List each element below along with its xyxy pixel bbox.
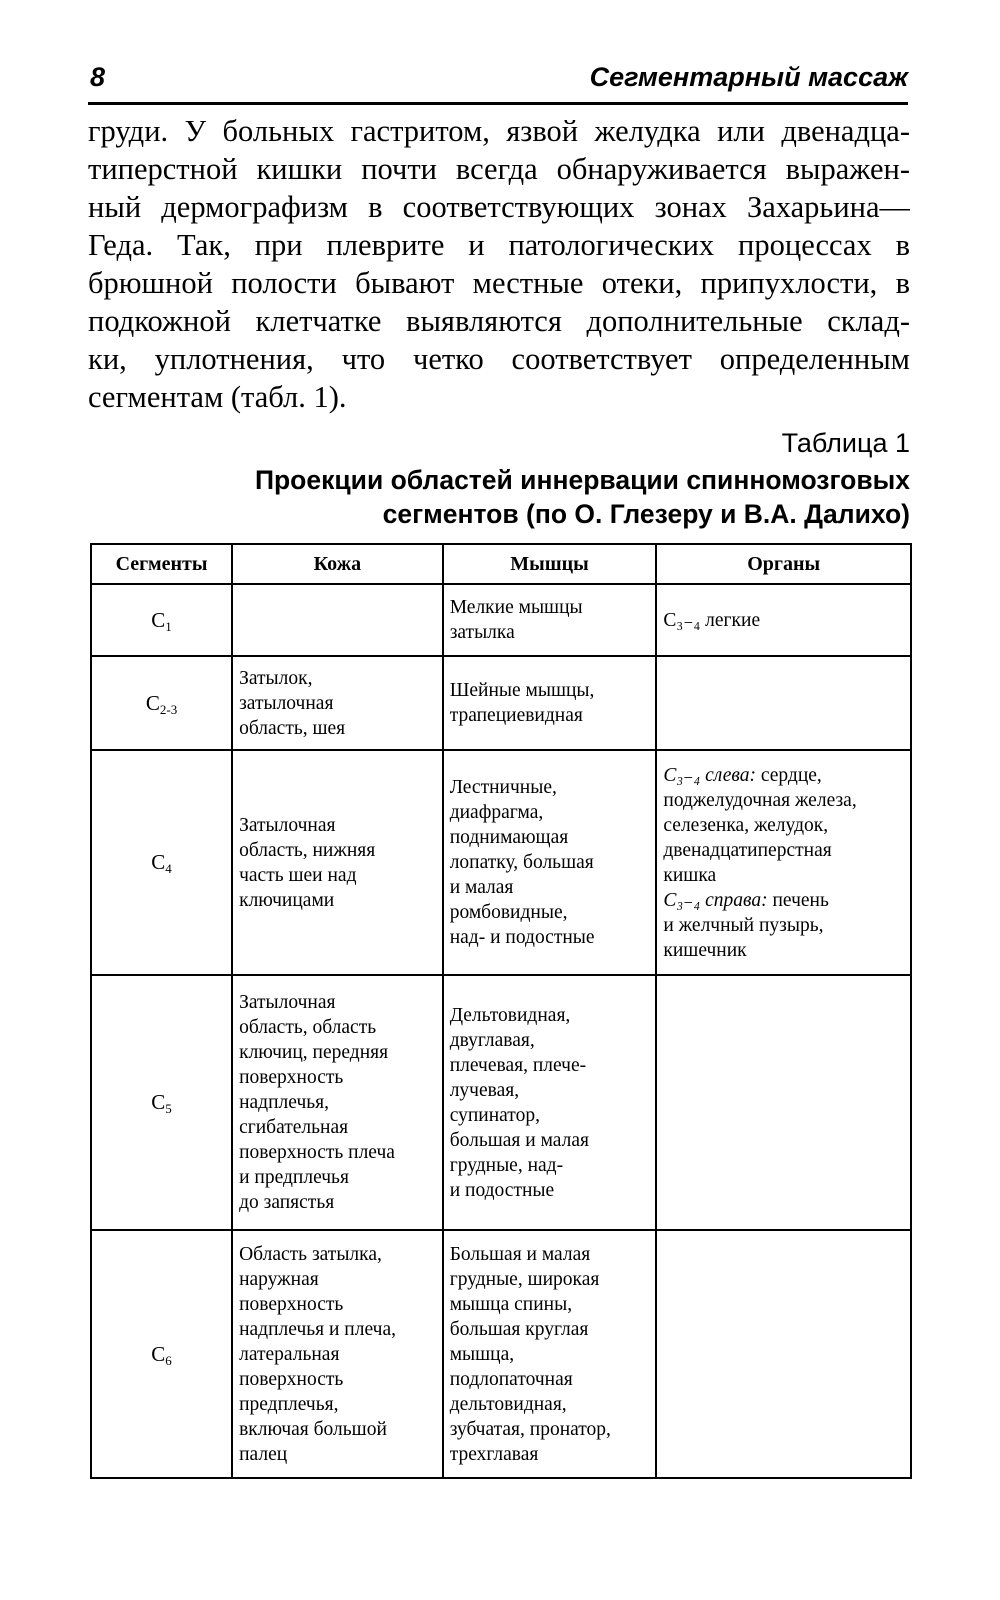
table-row <box>91 656 911 750</box>
column-header-organs: Органы <box>656 544 911 584</box>
table-row <box>91 1230 911 1478</box>
skin-cell <box>232 975 443 1230</box>
muscles-text: Дельтовидная, двуглавая, плечевая, плече- лучевая, супинатор, большая и малая грудные, над- и подостные <box>449 1004 589 1201</box>
organs-left-label: C₃₋₄ слева: <box>663 764 756 786</box>
segment-cell <box>91 584 232 656</box>
organs-left-text: сердце, поджелудочная железа, селезенка, желудок, двенадцатиперстная кишка <box>663 764 857 886</box>
body-line: типерстной кишки почти всегда обнаруживается выражен- <box>88 152 910 186</box>
body-line: ный дермографизм в соответствующих зонах Захарьина— <box>88 190 910 224</box>
body-line: подкожной клетчатке выявляются дополнительные склад- <box>88 304 910 338</box>
organs-cell <box>656 1230 911 1478</box>
table-header-row <box>91 544 911 584</box>
muscles-text: Лестничные, диафрагма, поднимающая лопатку, большая и малая ромбовидные, над- и подостные <box>449 777 595 948</box>
skin-cell <box>232 1230 443 1478</box>
table-row <box>91 975 911 1230</box>
segment-subscript: 6 <box>165 1352 172 1368</box>
skin-cell <box>232 750 443 975</box>
muscles-text: Мелкие мышцы затылка <box>449 597 583 643</box>
organs-cell <box>656 975 911 1230</box>
muscles-text: Большая и малая грудные, широкая мышца спины, большая круглая мышца, подлопаточная дельтовидная, зубчатая, пронатор, трехглавая <box>449 1243 611 1465</box>
organs-text <box>663 763 904 963</box>
segment-subscript: 2-3 <box>159 701 178 717</box>
table-row <box>91 750 911 975</box>
organs-right-text: печень и желчный пузырь, кишечник <box>663 889 829 961</box>
muscles-text: Шейные мышцы, трапециевидная <box>449 680 595 726</box>
body-line: сегментам (табл. 1). <box>88 380 347 414</box>
segment-letter: C <box>151 1090 166 1114</box>
skin-cell <box>232 584 443 656</box>
organs-text: C₃₋₄ легкие <box>663 609 761 631</box>
segment-cell <box>91 656 232 750</box>
segment-cell <box>91 750 232 975</box>
segment-cell <box>91 1230 232 1478</box>
segment-subscript: 5 <box>165 1101 172 1116</box>
body-line: брюшной полости бывают местные отеки, припухлости, в <box>88 266 910 300</box>
column-header-skin: Кожа <box>232 544 443 584</box>
muscles-cell <box>443 975 657 1230</box>
skin-text: Затылок, затылочная область, шея <box>239 667 346 739</box>
segment-letter: C <box>145 690 160 715</box>
column-header-segments: Сегменты <box>91 544 232 584</box>
table-number: Таблица 1 <box>781 428 910 458</box>
muscles-cell <box>443 656 657 750</box>
table-row <box>91 584 911 656</box>
table-caption <box>150 463 910 531</box>
table-caption-line: Проекции областей иннервации спинномозговых <box>254 465 910 495</box>
skin-text: Затылочная область, нижняя часть шеи над ключицами <box>239 814 376 911</box>
body-line: ки, уплотнения, что четко соответствует определенным <box>88 342 910 376</box>
body-line: груди. У больных гастритом, язвой желудка или двенадца- <box>88 114 910 148</box>
skin-text: Затылочная область, область ключиц, передняя поверхность надплечья, сгибательная поверхность плеча и предплечья до запястья <box>239 992 395 1213</box>
body-line: Геда. Так, при плеврите и патологических процессах в <box>88 228 910 262</box>
running-title: Сегментарный массаж <box>589 62 908 92</box>
page-number: 8 <box>90 62 106 92</box>
column-header-muscles: Мышцы <box>443 544 657 584</box>
skin-text: Область затылка, наружная поверхность надплечья и плеча, латеральная поверхность предплечья, включая большой палец <box>239 1243 396 1465</box>
skin-cell <box>232 656 443 750</box>
segments-table <box>90 543 912 1479</box>
muscles-cell <box>443 750 657 975</box>
muscles-cell <box>443 1230 657 1478</box>
segment-subscript: 4 <box>165 861 172 876</box>
body-paragraph <box>88 112 910 416</box>
organs-cell <box>656 584 911 656</box>
segment-letter: C <box>151 607 166 632</box>
table-caption-line: сегментов (по О. Глезеру и В.А. Далихо) <box>382 499 910 529</box>
segment-letter: C <box>151 1341 166 1366</box>
segment-subscript: 1 <box>165 618 172 634</box>
muscles-cell <box>443 584 657 656</box>
organs-right-label: C₃₋₄ справа: <box>663 889 768 911</box>
segment-cell <box>91 975 232 1230</box>
page-header <box>88 62 908 105</box>
segment-letter: C <box>151 850 166 874</box>
organs-cell <box>656 750 911 975</box>
organs-cell <box>656 656 911 750</box>
